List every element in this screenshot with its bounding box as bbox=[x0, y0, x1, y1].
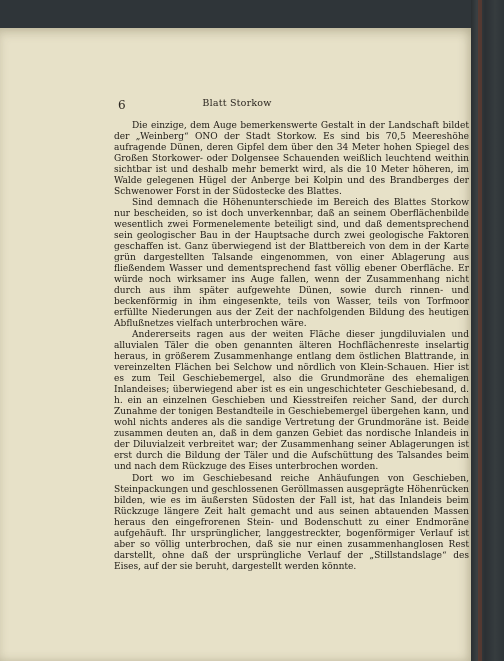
paragraph: Sind demnach die Höhenunterschiede im Bereich des Blattes Storkow nur bescheiden, so ist doch unverkennbar, daß an seinem Oberflächenbilde wesentlich zwei Formenelemente beteiligt sind, und daß dementsprechend sein geologischer Bau in der Hauptsache durch zwei geologische Faktoren geschaffen ist. Ganz überwiegend ist der Blattbereich von dem in der Karte grün dargestellten Talsande eingenommen, von einer Ablagerung aus fließendem Wasser und dementsprechend fast völlig ebener Oberfläche. Er würde noch wirksamer ins Auge fallen, wenn der Zusammenhang nicht durch aus ihm später aufgewehte Dünen, sowie durch rinnen- und beckenförmig in ihm eingesenkte, teils von Wasser, teils von Torfmoor erfüllte Niederungen aus der Zeit der nachfolgenden Bildung des heutigen Abflußnetzes vielfach unterbrochen wäre. bbox=[114, 198, 469, 330]
running-head: Blatt Storkow bbox=[202, 98, 272, 109]
page-number: 6 bbox=[118, 98, 126, 112]
paragraph: Die einzige, dem Auge bemerkenswerte Gestalt in der Landschaft bildet der „Weinberg“ ONO der Stadt Storkow. Es sind bis 70,5 Meereshöhe aufragende Dünen, deren Gipfel dem über den 34 Meter hohen Spiegel des Großen Storkower- oder Dolgensee Schauenden weißlich leuchtend weithin sichtbar ist und deshalb mehr bemerkt wird, als die 10 Meter höheren, im Walde gelegenen Hügel der Anberge bei Kolpin und des Brandberges der Schwenower Forst in der Südostecke des Blattes. bbox=[114, 121, 469, 198]
book-binding-edge bbox=[471, 0, 504, 661]
body-text bbox=[114, 121, 469, 573]
binding-band bbox=[478, 0, 482, 661]
paper-page bbox=[0, 28, 474, 661]
paragraph: Dort wo im Geschiebesand reiche Anhäufungen von Geschieben, Steinpackungen und geschlossenen Geröllmassen ausgeprägte Höhenrücken bilden, wie es im äußersten Südosten der Fall ist, hat das Inlandeis beim Rückzuge längere Zeit halt gemacht und aus seinen abtauenden Massen heraus den eingefrorenen Stein- und Bodenschutt zu einer Endmoräne aufgehäuft. Ihr ursprünglicher, langgestreckter, bogenförmiger Verlauf ist aber so völlig unterbrochen, daß sie nur einen zusammenhanglosen Rest darstellt, ohne daß der ursprüngliche Verlauf der „Stillstandslage“ des Eises, auf der sie beruht, dargestellt werden könnte. bbox=[114, 473, 469, 572]
paragraph: Andererseits ragen aus der weiten Fläche dieser jungdiluvialen und alluvialen Täler die oben genannten älteren Hochflächenreste inselartig heraus, in größerem Zusammenhange entlang dem östlichen Blattrande, in vereinzelten Flächen bei Selchow und nördlich von Klein-Schauen. Hier ist es zum Teil Geschiebemergel, also die Grundmoräne des ehemaligen Inlandeises; überwiegend aber ist es ein ungeschichteter Geschiebesand, d. h. ein an einzelnen Geschieben und Kiesstreifen reicher Sand, der durch Zunahme der tonigen Bestandteile in Geschiebemergel übergehen kann, und wohl nichts anderes als die sandige Vertretung der Grundmoräne ist. Beide zusammen deuten an, daß in dem ganzen Gebiet das nordische Inlandeis in der Diluvialzeit verbreitet war; der Zusammenhang seiner Ablagerungen ist erst durch die Bildung der Täler und die Aufschüttung des Talsandes beim und nach dem Rückzuge des Eises unterbrochen worden. bbox=[114, 330, 469, 473]
